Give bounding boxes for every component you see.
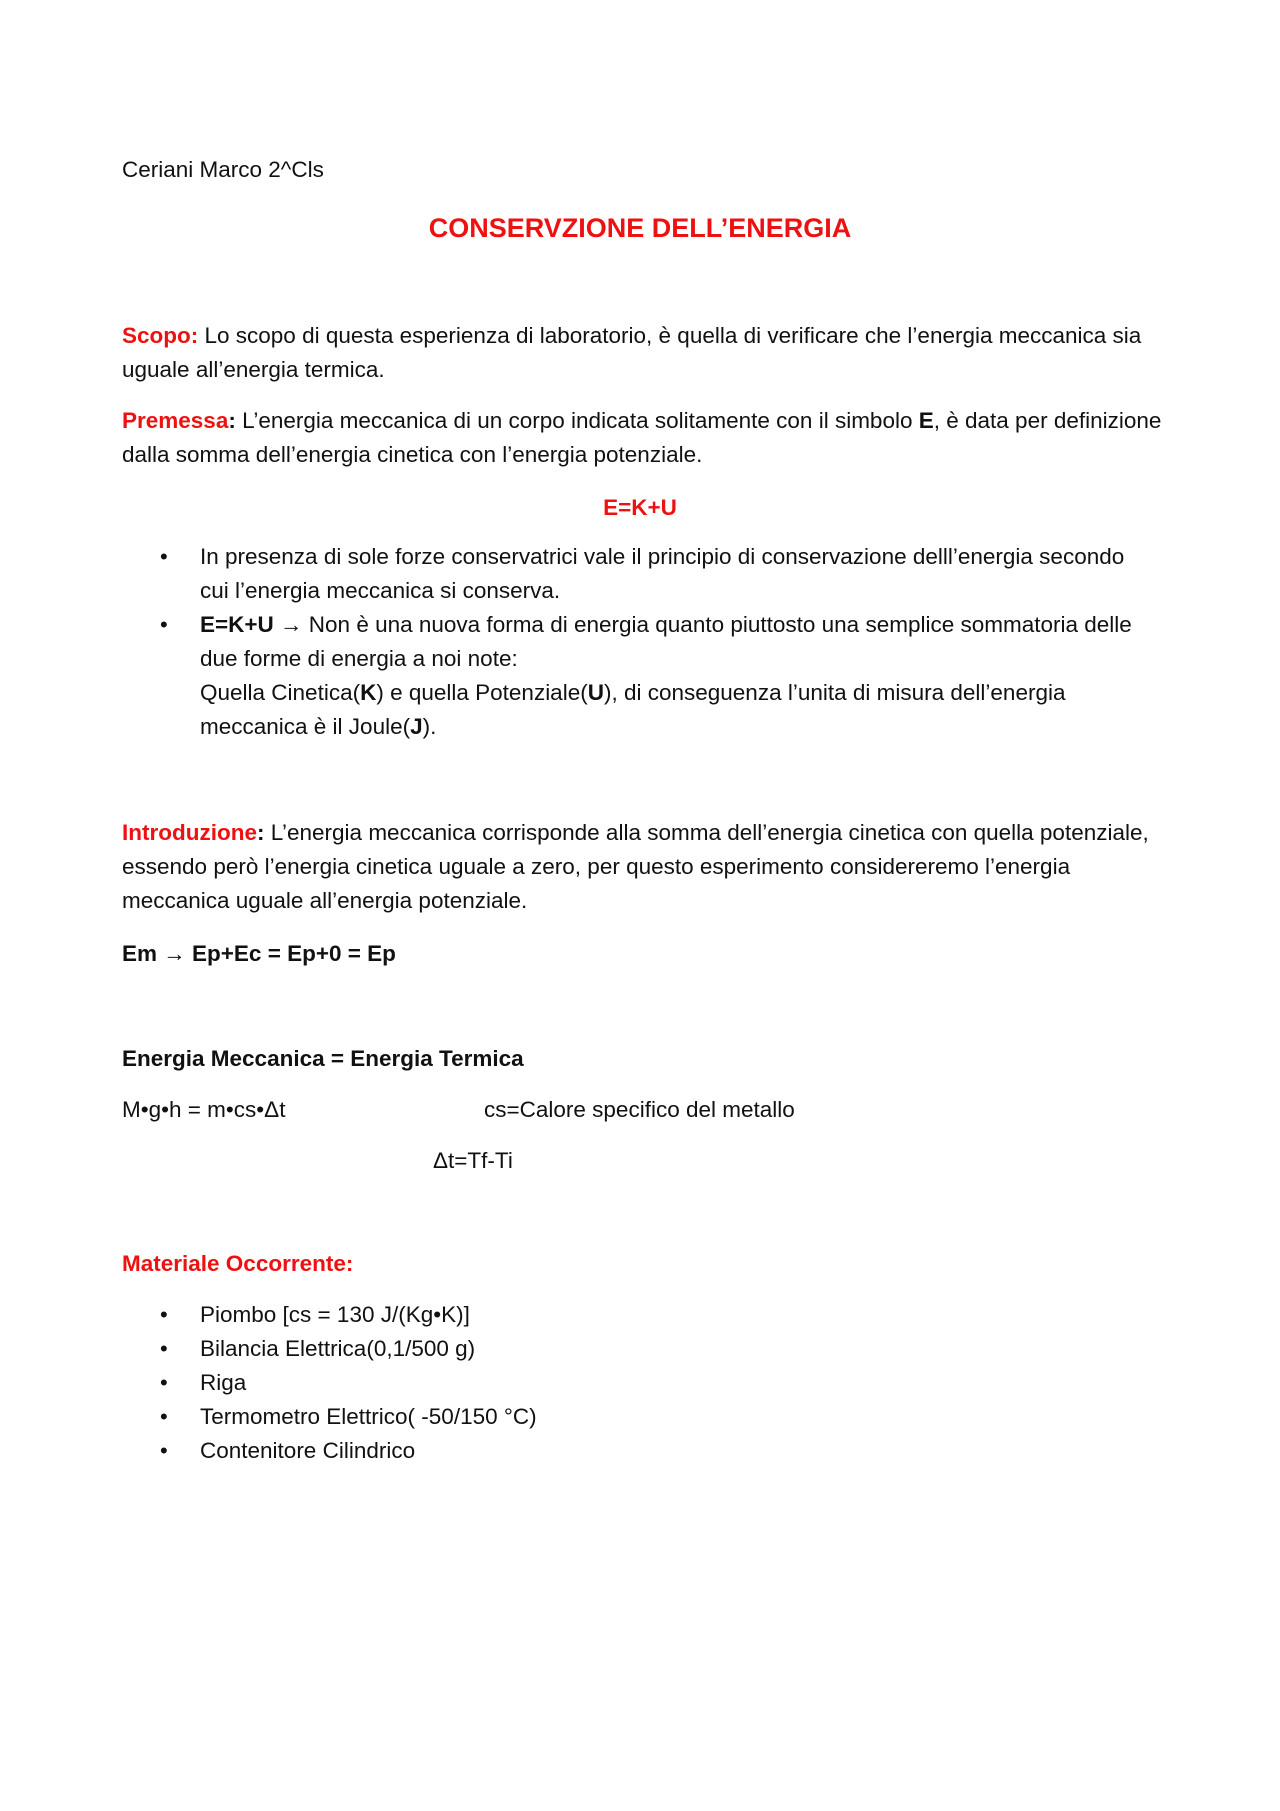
introduzione-formula <box>122 937 396 971</box>
author-line: Ceriani Marco 2^Cls <box>122 157 324 182</box>
document-title: CONSERVZIONE DELL’ENERGIA <box>428 213 852 243</box>
materiale-item: Termometro Elettrico( -50/150 °C) <box>200 1404 537 1429</box>
formula-em: Em <box>122 941 158 966</box>
equazione-heading: Energia Meccanica = Energia Termica <box>122 1046 524 1071</box>
equazione-formula: M•g•h = m•cs•Δt <box>122 1097 286 1122</box>
bullet-glyph: • <box>160 1336 168 1361</box>
scopo-label: Scopo: <box>122 323 199 348</box>
materiale-item: Bilancia Elettrica(0,1/500 g) <box>200 1336 476 1361</box>
list-item <box>122 608 1142 744</box>
premessa-text-b: , è data per definizione dalla somma dell’energia cinetica con l’energia potenziale. <box>122 408 1162 467</box>
symbol-k: K <box>360 680 377 705</box>
premessa-bullet-2-line2-d: ). <box>422 714 437 739</box>
materiale-item: Piombo [cs = 130 J/(Kg•K)] <box>200 1302 470 1327</box>
cs-note: cs=Calore specifico del metallo <box>484 1097 795 1122</box>
premessa-bullet-list <box>122 540 1142 744</box>
symbol-j: J <box>410 714 423 739</box>
list-item <box>122 1366 1142 1400</box>
materiale-item: Riga <box>200 1370 247 1395</box>
list-item <box>122 1400 1142 1434</box>
bullet-glyph: • <box>160 1438 168 1463</box>
premessa-bullet-2-line2-c: ), di conseguenza l’unita di misura dell’energia meccanica è il Joule( <box>200 680 1066 739</box>
premessa-formula: E=K+U <box>603 495 677 520</box>
delta-t-note: Δt=Tf-Ti <box>433 1148 513 1173</box>
symbol-u: U <box>587 680 604 705</box>
list-item <box>122 1434 1142 1468</box>
list-item <box>122 1298 1142 1332</box>
premessa-paragraph <box>122 404 1162 472</box>
formula-ep: Ep+Ec = Ep+0 = Ep <box>192 941 396 966</box>
bullet-glyph: • <box>160 544 168 569</box>
bullet-glyph: • <box>160 1404 168 1429</box>
materiale-item: Contenitore Cilindrico <box>200 1438 416 1463</box>
materiale-heading: Materiale Occorrente: <box>122 1251 354 1276</box>
introduzione-text: L’energia meccanica corrisponde alla somma dell’energia cinetica con quella potenziale, essendo però l’energia cinetica uguale a zero, per questo esperimento considereremo l’energia meccanica uguale all’energia potenziale. <box>122 820 1149 913</box>
premessa-bullet-2-formula: E=K+U <box>200 612 274 637</box>
premessa-symbol: E <box>918 408 934 433</box>
scopo-text: Lo scopo di questa esperienza di laboratorio, è quella di verificare che l’energia meccanica sia uguale all’energia termica. <box>122 323 1142 382</box>
premessa-bullet-2-line2-b: ) e quella Potenziale( <box>376 680 588 705</box>
materiale-list <box>122 1298 1142 1468</box>
premessa-bullet-1: In presenza di sole forze conservatrici vale il principio di conservazione delll’energia secondo cui l’energia meccanica si conserva. <box>200 544 1125 603</box>
premessa-bullet-2-line2-a: Quella Cinetica( <box>200 680 361 705</box>
bullet-glyph: • <box>160 612 168 637</box>
list-item <box>122 540 1142 608</box>
premessa-bullet-2-text: → Non è una nuova forma di energia quanto piuttosto una semplice sommatoria delle due forme di energia a noi note: <box>200 612 1132 671</box>
introduzione-paragraph <box>122 816 1162 918</box>
bullet-glyph: • <box>160 1370 168 1395</box>
introduzione-label: Introduzione <box>122 820 257 845</box>
list-item <box>122 1332 1142 1366</box>
introduzione-colon: : <box>256 820 265 845</box>
scopo-paragraph <box>122 319 1162 387</box>
premessa-colon: : <box>228 408 236 433</box>
bullet-glyph: • <box>160 1302 168 1327</box>
arrow-icon: → <box>157 941 193 966</box>
premessa-text-a: L’energia meccanica di un corpo indicata solitamente con il simbolo <box>235 408 919 433</box>
premessa-label: Premessa <box>122 408 229 433</box>
